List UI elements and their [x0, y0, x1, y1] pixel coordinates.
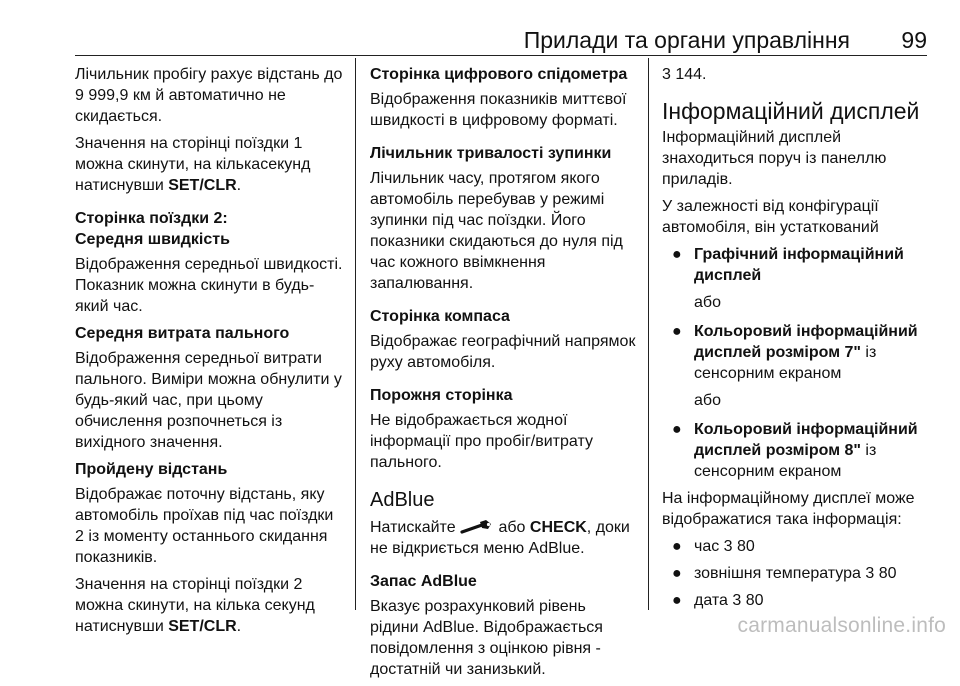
compass-paragraph: Відображає географічний напрямок руху автомобіля. [370, 333, 636, 371]
trip1-reset-paragraph [75, 133, 345, 196]
graphic-display-label: Графічний інформаційний дисплей [694, 246, 904, 284]
empty-page-paragraph: Не відображається жодної інформації про пробіг/витрату пального. [370, 412, 593, 471]
trip2-reset-paragraph [75, 574, 345, 637]
set-clr-label-2: SET/CLR [168, 618, 237, 635]
adblue-text-b: або [494, 519, 530, 536]
trip1-reset-end: . [236, 177, 242, 194]
check-label: CHECK [529, 519, 587, 536]
stop-timer-paragraph: Лічильник часу, протягом якого автомобіль перебував у режимі зупинки під час поїздки. Його показники скидаються до нуля під час кожного ввімкнення запалювання. [370, 170, 623, 292]
wrench-icon [460, 519, 494, 535]
compass-heading: Сторінка компаса [370, 308, 510, 325]
list-item [662, 590, 930, 611]
column-divider-2 [648, 58, 649, 610]
list-item [662, 563, 930, 584]
list-item [662, 244, 930, 286]
adblue-text-c: , доки не відкриється меню AdBlue. [370, 519, 630, 557]
info-display-heading: Інформаційний дисплей [662, 98, 920, 124]
distance-heading: Пройдену відстань [75, 461, 228, 478]
temperature-item: зовнішня температура 3 80 [694, 565, 897, 582]
distance-paragraph: Відображає поточну відстань, яку автомобіль проїхав під час поїздки 2 із моменту останнього скидання показників. [75, 486, 334, 566]
header-divider [75, 55, 927, 56]
bullet-icon: ● [672, 538, 682, 555]
adblue-text-a: Натискайте [370, 519, 461, 536]
page-number: 99 [901, 27, 927, 53]
color-display-8-label: Кольоровий інформаційний дисплей розміром 8" [694, 421, 918, 459]
trip2-reset-end: . [236, 618, 242, 635]
info-display-paragraph: Інформаційний дисплей знаходиться поруч із панеллю приладів. [662, 129, 887, 188]
digital-speedo-heading: Сторінка цифрового спідометра [370, 66, 628, 83]
color-display-7-label: Кольоровий інформаційний дисплей розміром 7" [694, 323, 918, 361]
page-title: Прилади та органи управління [523, 27, 850, 53]
bullet-icon: ● [672, 592, 682, 609]
empty-page-heading: Порожня сторінка [370, 387, 513, 404]
date-item: дата 3 80 [694, 592, 764, 609]
trip2-heading: Сторінка поїздки 2: [75, 210, 228, 227]
column-1 [75, 64, 345, 643]
bullet-icon: ● [672, 421, 682, 438]
time-item: час 3 80 [694, 538, 755, 555]
watermark: carmanualsonline.info [737, 614, 946, 637]
list-item [662, 536, 930, 557]
color-display-8-rest: із сенсорним екраном [694, 442, 877, 480]
bullet-icon: ● [672, 246, 682, 263]
list-item [662, 321, 930, 384]
digital-speedo-paragraph: Відображення показників миттєвої швидкості в цифровому форматі. [370, 91, 627, 129]
trip2-reset-text: Значення на сторінці поїздки 2 можна скинути, на кілька секунд натиснувши [75, 576, 315, 635]
avg-speed-paragraph: Відображення середньої швидкості. Показник можна скинути в будь-який час. [75, 256, 343, 315]
column-3 [662, 64, 930, 615]
adblue-paragraph [370, 517, 636, 559]
stop-timer-heading: Лічильник тривалості зупинки [370, 145, 612, 162]
adblue-reserve-heading: Запас AdBlue [370, 573, 477, 590]
trip1-reset-text: Значення на сторінці поїздки 1 можна скинути, на кількасекунд натиснувши [75, 135, 311, 194]
avg-fuel-paragraph: Відображення середньої витрати пального. Виміри можна обнулити у будь-який час, при цьому обчислення розпочнеться із вихідного значення. [75, 350, 342, 451]
alt-or: або [694, 392, 721, 409]
alt-or: або [694, 294, 721, 311]
page-header [0, 0, 960, 56]
column-divider-1 [355, 58, 356, 610]
bullet-icon: ● [672, 323, 682, 340]
avg-speed-heading: Середня швидкість [75, 231, 230, 248]
page-reference[interactable]: 3 144. [662, 66, 707, 83]
config-paragraph: У залежності від конфігурації автомобіля, він устаткований [662, 198, 879, 236]
adblue-heading: AdBlue [370, 489, 435, 511]
bullet-icon: ● [672, 565, 682, 582]
set-clr-label: SET/CLR [168, 177, 237, 194]
display-info-paragraph: На інформаційному дисплеї може відображатися така інформація: [662, 490, 915, 528]
adblue-reserve-paragraph: Вказує розрахунковий рівень рідини AdBlue. Відображається повідомлення з оцінкою рівня - достатній чи занизький. [370, 598, 603, 678]
odometer-paragraph: Лічильник пробігу рахує відстань до 9 999,9 км й автоматично не скидається. [75, 66, 343, 125]
color-display-7-rest: із сенсорним екраном [694, 344, 877, 382]
avg-fuel-heading: Середня витрата пального [75, 325, 290, 342]
column-2 [370, 64, 636, 686]
list-item [662, 419, 930, 482]
